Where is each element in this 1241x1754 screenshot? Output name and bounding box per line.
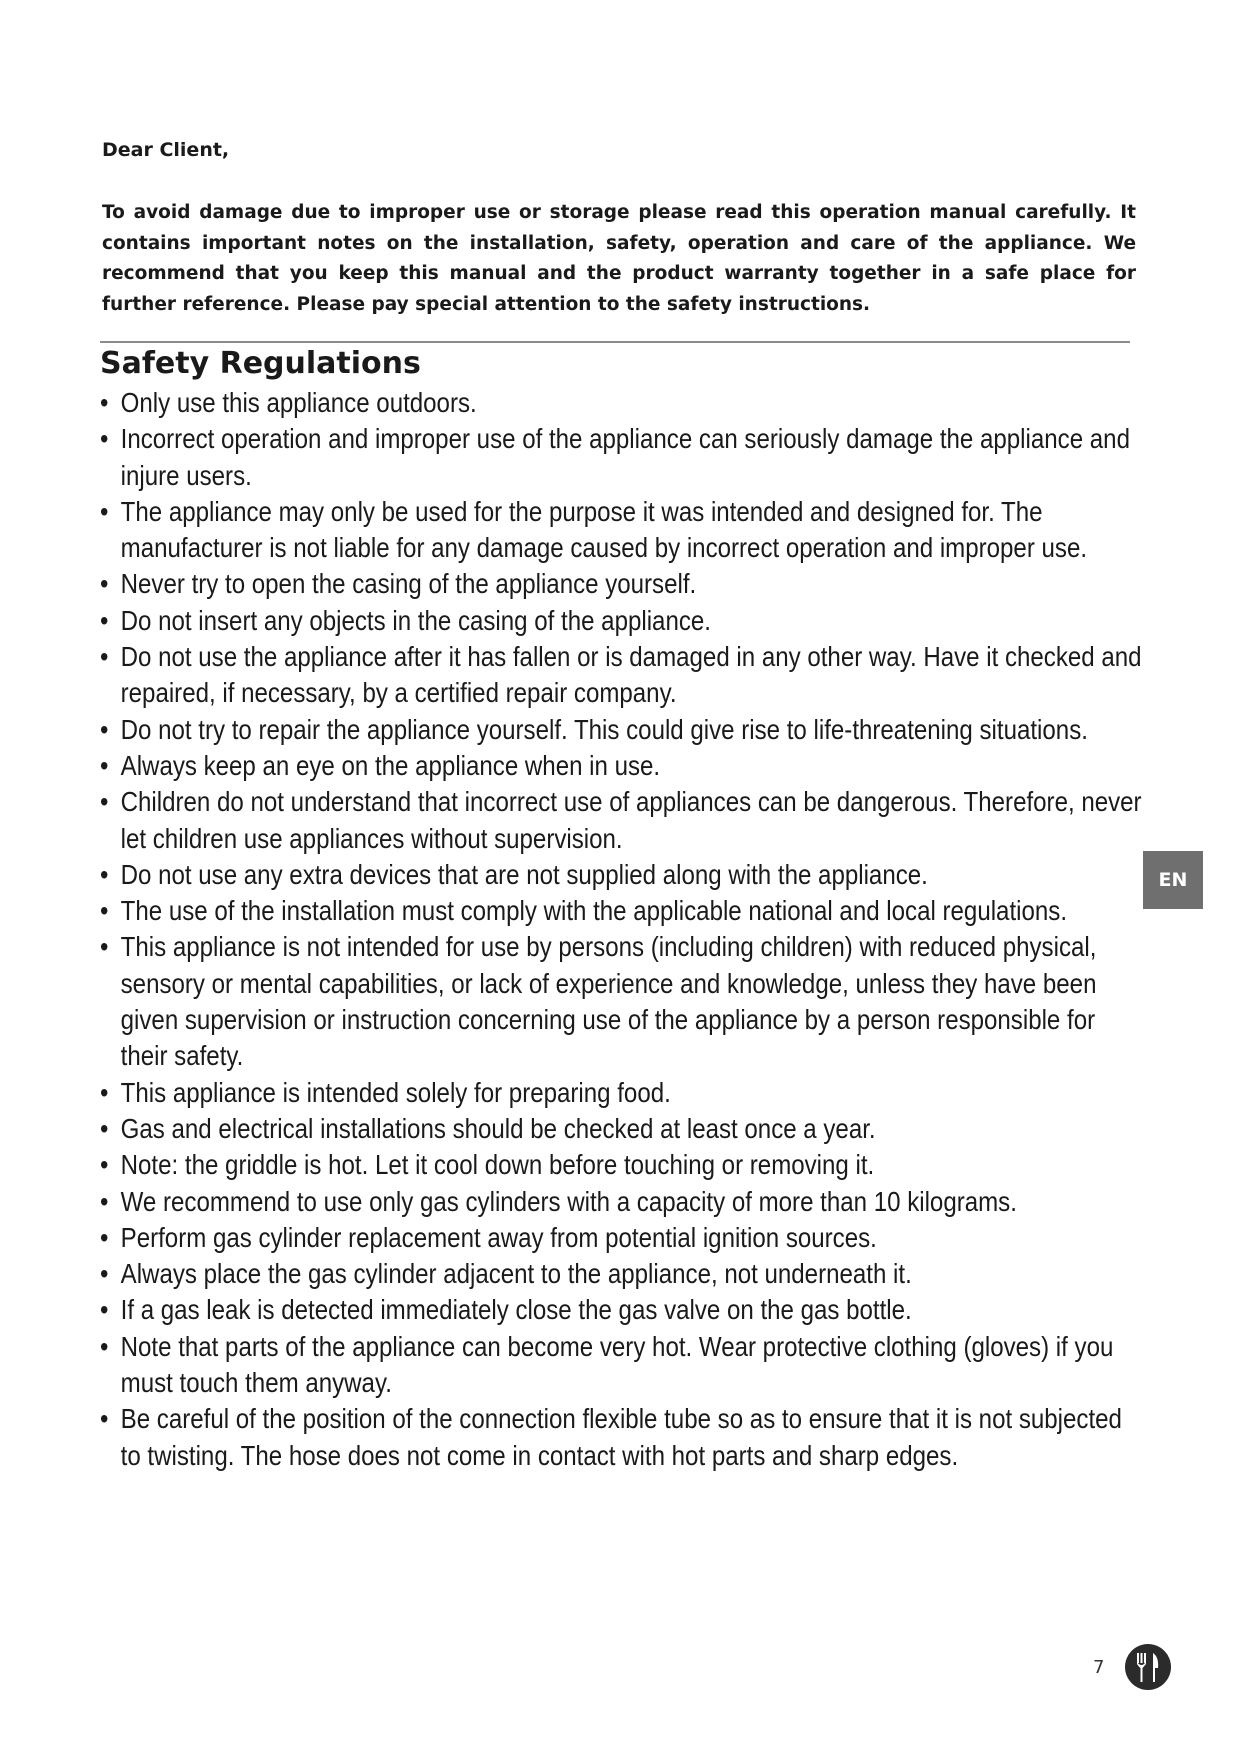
bullet: • (100, 1294, 109, 1326)
list-item-text: Perform gas cylinder replacement away from potential ignition sources. (120, 1221, 877, 1253)
list-item (100, 1292, 1145, 1328)
bullet: • (100, 895, 109, 927)
list-item (100, 857, 1145, 893)
section-title: Safety Regulations (100, 346, 421, 381)
list-item (100, 1329, 1145, 1402)
list-item-text: The use of the installation must comply with the applicable national and local regulations. (120, 895, 1068, 927)
list-item (100, 1401, 1145, 1474)
list-item-text: The appliance may only be used for the purpose it was intended and designed for. The manufacturer is not liable for any damage caused by incorrect operation and improper use. (120, 495, 1088, 564)
bullet: • (100, 749, 109, 781)
list-item (100, 385, 1145, 421)
list-item (100, 748, 1145, 784)
list-item (100, 1075, 1145, 1111)
section-divider (100, 341, 1130, 343)
bullet: • (100, 495, 109, 527)
bullet: • (100, 1221, 109, 1253)
bullet: • (100, 1403, 109, 1435)
list-item (100, 784, 1145, 857)
bullet: • (100, 713, 109, 745)
list-item (100, 712, 1145, 748)
list-item-text: Always keep an eye on the appliance when in use. (120, 749, 661, 781)
list-item-text: Gas and electrical installations should be checked at least once a year. (120, 1112, 876, 1144)
list-item-text: This appliance is intended solely for preparing food. (120, 1076, 671, 1108)
list-item (100, 1147, 1145, 1183)
bullet: • (100, 641, 109, 673)
language-tab: EN (1143, 851, 1203, 909)
list-item-text: This appliance is not intended for use by persons (including children) with reduced physical, sensory or mental capabilities, or lack of experience and knowledge, unless they have been given supervision or instruction concerning use of the appliance by a person responsible for their safety. (120, 931, 1097, 1072)
list-item-text: Note: the griddle is hot. Let it cool down before touching or removing it. (120, 1149, 875, 1181)
list-item-text: Never try to open the casing of the appliance yourself. (120, 568, 697, 600)
bullet: • (100, 604, 109, 636)
list-item (100, 1256, 1145, 1292)
list-item (100, 566, 1145, 602)
list-item (100, 603, 1145, 639)
bullet: • (100, 568, 109, 600)
bullet: • (100, 931, 109, 963)
bullet: • (100, 1330, 109, 1362)
list-item-text: Incorrect operation and improper use of the appliance can seriously damage the appliance and injure users. (120, 423, 1130, 491)
bullet: • (100, 1149, 109, 1181)
bullet: • (100, 1258, 109, 1290)
page-number: 7 (1093, 1657, 1105, 1678)
list-item-text: Do not try to repair the appliance yourself. This could give rise to life-threatening situations. (120, 713, 1088, 745)
list-item-text: Always place the gas cylinder adjacent to the appliance, not underneath it. (120, 1258, 912, 1290)
list-item (100, 1111, 1145, 1147)
list-item-text: Note that parts of the appliance can become very hot. Wear protective clothing (gloves) if you must touch them anyway. (120, 1330, 1114, 1399)
bullet: • (100, 786, 109, 818)
list-item-text: Do not use the appliance after it has fallen or is damaged in any other way. Have it checked and repaired, if necessary, by a certified repair company. (120, 641, 1142, 709)
list-item (100, 421, 1145, 494)
intro-paragraph: To avoid damage due to improper use or storage please read this operation manual carefully. It contains important notes on the installation, safety, operation and care of the appliance. We recommend that you keep this manual and the product warranty together in a safe place for further reference. Please pay special attention to the safety instructions. (102, 202, 1136, 315)
safety-list (100, 385, 1145, 1474)
list-item (100, 1184, 1145, 1220)
list-item-text: If a gas leak is detected immediately close the gas valve on the gas bottle. (120, 1294, 912, 1326)
bullet: • (100, 1185, 109, 1217)
list-item-text: Only use this appliance outdoors. (120, 387, 477, 418)
list-item (100, 1220, 1145, 1256)
cutlery-icon (1124, 1643, 1172, 1691)
list-item (100, 639, 1145, 712)
list-item-text: Do not use any extra devices that are not supplied along with the appliance. (120, 858, 928, 890)
list-item-text: We recommend to use only gas cylinders with a capacity of more than 10 kilograms. (120, 1185, 1017, 1217)
list-item (100, 893, 1145, 929)
list-item (100, 494, 1145, 567)
list-item (100, 929, 1145, 1074)
bullet: • (100, 1112, 109, 1144)
bullet: • (100, 423, 109, 455)
list-item-text: Children do not understand that incorrect use of appliances can be dangerous. Therefore, never let children use appliances without supervision. (120, 786, 1142, 854)
bullet: • (100, 858, 109, 890)
list-item-text: Do not insert any objects in the casing of the appliance. (120, 604, 711, 636)
list-item-text: Be careful of the position of the connection flexible tube so as to ensure that it is not subjected to twisting. The hose does not come in contact with hot parts and sharp edges. (120, 1403, 1122, 1471)
greeting: Dear Client, (102, 139, 230, 161)
bullet: • (100, 1076, 109, 1108)
bullet: • (100, 387, 109, 418)
